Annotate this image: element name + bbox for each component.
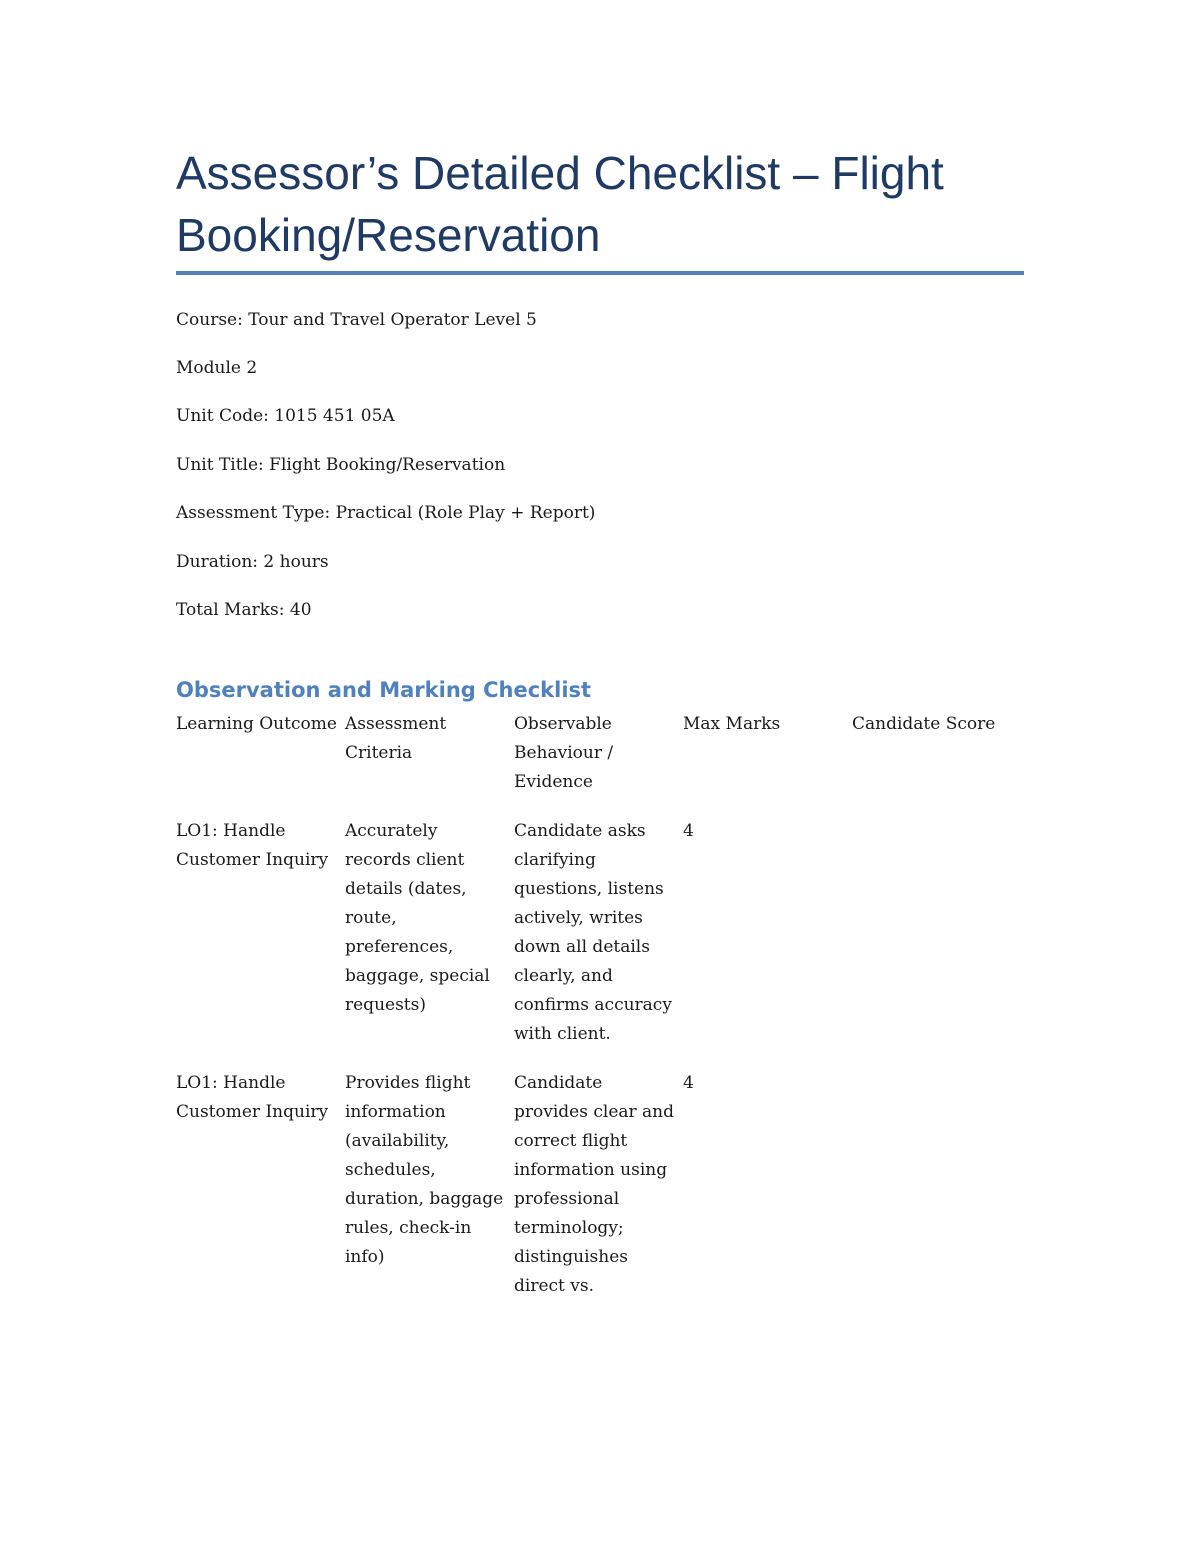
header-assessment-criteria: Assessment Criteria bbox=[345, 714, 447, 763]
meta-duration: Duration: 2 hours bbox=[176, 552, 329, 572]
header-max-marks: Max Marks bbox=[683, 714, 781, 734]
meta-module: Module 2 bbox=[176, 358, 258, 378]
table-header-row bbox=[176, 710, 1024, 797]
title-underline bbox=[176, 271, 1024, 275]
cell-candidate-score[interactable] bbox=[852, 1069, 1021, 1301]
cell-max-marks: 4 bbox=[683, 1073, 694, 1093]
checklist-table bbox=[176, 710, 1024, 1321]
meta-course: Course: Tour and Travel Operator Level 5 bbox=[176, 310, 537, 330]
cell-observable-evidence: Candidate provides clear and correct flight information using professional terminology; distinguishes direct vs. bbox=[514, 1073, 675, 1296]
meta-unit-code: Unit Code: 1015 451 05A bbox=[176, 406, 395, 426]
cell-candidate-score[interactable] bbox=[852, 817, 1021, 1049]
table-row bbox=[176, 817, 1024, 1049]
table-row bbox=[176, 1069, 1024, 1301]
header-learning-outcome: Learning Outcome bbox=[176, 714, 337, 734]
cell-assessment-criteria: Accurately records client details (dates, route, preferences, baggage, special requests) bbox=[345, 821, 490, 1015]
cell-observable-evidence: Candidate asks clarifying questions, listens actively, writes down all details clearly, and confirms accuracy with client. bbox=[514, 821, 672, 1044]
header-candidate-score: Candidate Score bbox=[852, 714, 996, 734]
cell-learning-outcome: LO1: Handle Customer Inquiry bbox=[176, 1073, 329, 1122]
section-heading: Observation and Marking Checklist bbox=[176, 678, 592, 702]
cell-max-marks: 4 bbox=[683, 821, 694, 841]
meta-assessment-type: Assessment Type: Practical (Role Play + Report) bbox=[176, 503, 596, 523]
header-observable-evidence: Observable Behaviour / Evidence bbox=[514, 714, 614, 792]
meta-unit-title: Unit Title: Flight Booking/Reservation bbox=[176, 455, 506, 475]
meta-total-marks: Total Marks: 40 bbox=[176, 600, 312, 620]
cell-assessment-criteria: Provides flight information (availability, schedules, duration, baggage rules, check-in info) bbox=[345, 1073, 504, 1267]
document-title: Assessor’s Detailed Checklist – Flight Booking/Reservation bbox=[176, 147, 944, 261]
cell-learning-outcome: LO1: Handle Customer Inquiry bbox=[176, 821, 329, 870]
